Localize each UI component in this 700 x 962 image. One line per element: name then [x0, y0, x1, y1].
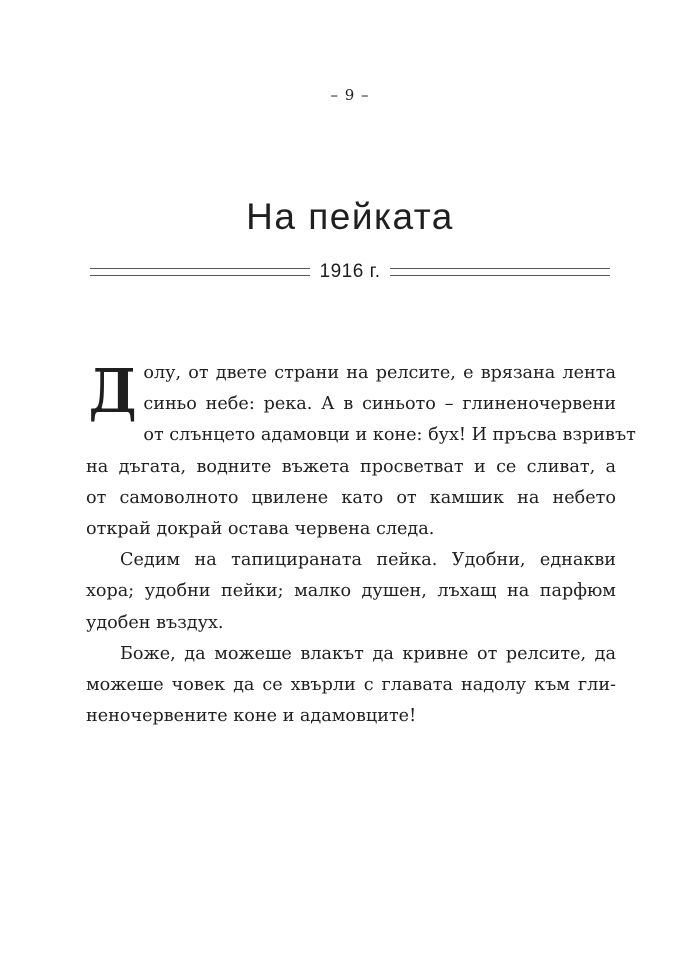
chapter-year: 1916 г.	[319, 261, 381, 282]
body-text	[86, 357, 636, 732]
text-line: олу, от двете страни на релсите, е врязана лента	[143, 363, 616, 383]
text-line: неночервените коне и адамовците!	[86, 706, 417, 727]
text-line: от слънцето адамовци и коне: бух! И пръсва взривът	[143, 425, 636, 446]
paragraph-1	[86, 357, 636, 545]
text-line: хора; удобни пейки; малко душен, лъхащ на парфюм	[86, 581, 616, 602]
text-line: удобен въздух.	[86, 612, 224, 633]
paragraph-2	[86, 545, 616, 639]
page-number: – 9 –	[330, 86, 370, 104]
rule-left	[90, 268, 310, 276]
title-ornament-rule	[90, 262, 610, 282]
text-line: на дъгата, водните въжета просветват и се сливат, а	[86, 456, 616, 477]
drop-cap: Д	[88, 357, 137, 427]
text-line: можеше човек да се хвърли с главата надолу към гли-	[86, 675, 616, 696]
paragraph-3	[86, 639, 616, 733]
text-line: Боже, да можеше влакът да кривне от релсите, да	[120, 643, 616, 664]
text-line: синьо небе: река. А в синьото – глиненочервени	[143, 394, 616, 415]
rule-right	[390, 268, 610, 276]
text-line: Седим на тапицираната пейка. Удобни, еднакви	[120, 550, 616, 571]
chapter-title: На пейката	[246, 196, 454, 237]
text-line: от самоволното цвилене като от камшик на небето	[86, 487, 616, 508]
text-line: открай докрай остава червена следа.	[86, 519, 435, 540]
